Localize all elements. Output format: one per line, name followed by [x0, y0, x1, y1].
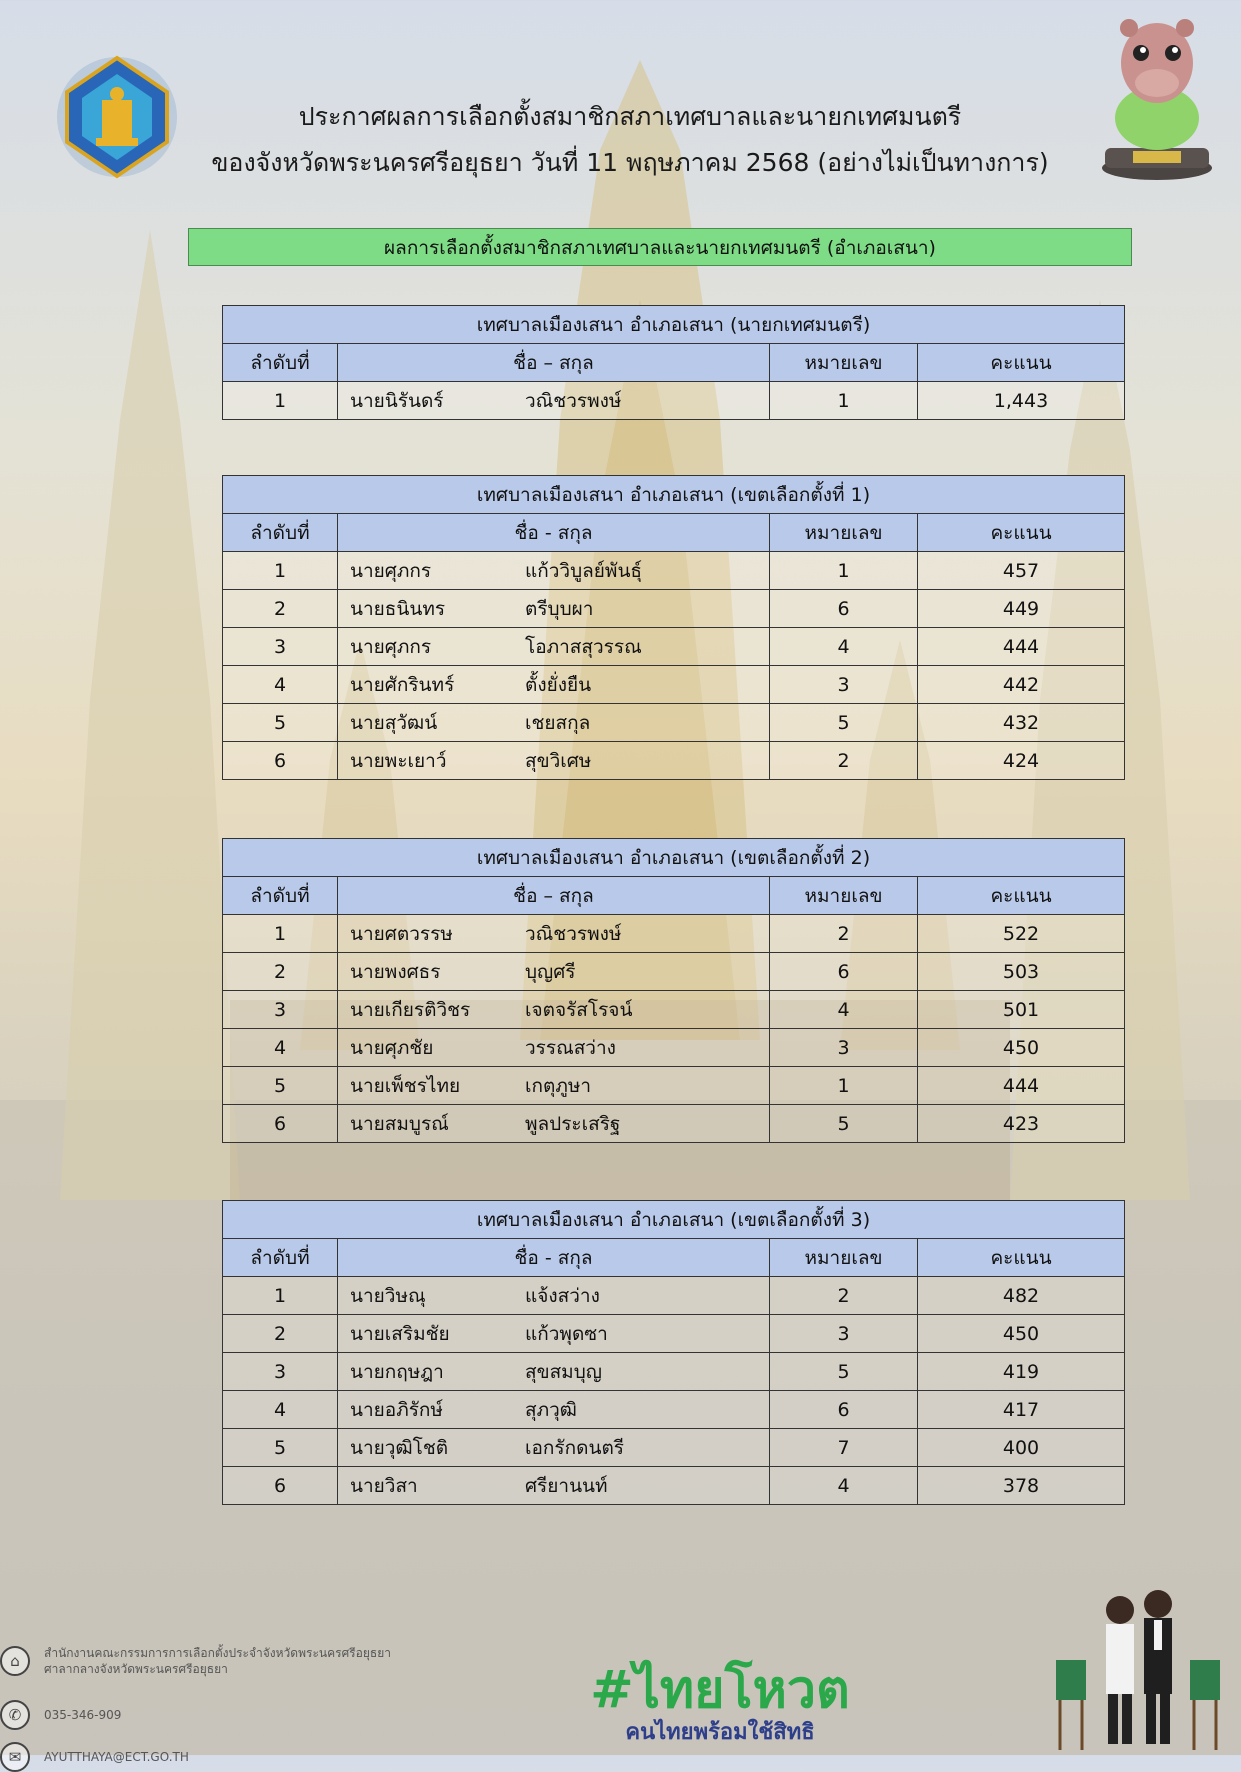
cell-number: 5: [770, 1105, 918, 1143]
email-address: AYUTTHAYA@ECT.GO.TH: [44, 1750, 189, 1764]
cell-score: 450: [918, 1029, 1125, 1067]
cell-number: 4: [770, 628, 918, 666]
results-table-district-1: [222, 475, 1125, 780]
cell-score: 501: [918, 991, 1125, 1029]
last-name: ตรีบุบผา: [525, 597, 594, 620]
first-name: นายศตวรรษ: [350, 922, 453, 945]
first-name: นายพะเยาว์: [350, 749, 447, 772]
cell-number: 2: [770, 915, 918, 953]
col-header-score: คะแนน: [918, 877, 1125, 915]
cell-rank: 4: [223, 1029, 338, 1067]
first-name: นายสมบูรณ์: [350, 1112, 449, 1135]
last-name: วณิชวรพงษ์: [525, 389, 622, 412]
cell-name: [338, 704, 770, 742]
first-name: นายธนินทร: [350, 597, 446, 620]
cell-number: 2: [770, 742, 918, 780]
cell-rank: 4: [223, 666, 338, 704]
table-row: [223, 552, 1125, 590]
table-row: [223, 953, 1125, 991]
cell-name: [338, 742, 770, 780]
cell-number: 7: [770, 1429, 918, 1467]
cell-score: 503: [918, 953, 1125, 991]
cell-score: 457: [918, 552, 1125, 590]
last-name: แก้วพุดซา: [525, 1322, 608, 1345]
cell-score: 1,443: [918, 382, 1125, 420]
cell-rank: 3: [223, 1353, 338, 1391]
election-commission-seal-icon: [52, 52, 182, 182]
results-table-district-3: [222, 1200, 1125, 1505]
page-title-line1: ประกาศผลการเลือกตั้งสมาชิกสภาเทศบาลและนายกเทศมนตรี: [298, 102, 962, 131]
cell-name: [338, 991, 770, 1029]
first-name: นายศุภชัย: [350, 1036, 434, 1059]
table-title: เทศบาลเมืองเสนา อำเภอเสนา (นายกเทศมนตรี): [223, 306, 1125, 344]
cell-score: 424: [918, 742, 1125, 780]
section-banner: ผลการเลือกตั้งสมาชิกสภาเทศบาลและนายกเทศมนตรี (อำเภอเสนา): [188, 228, 1132, 266]
cell-rank: 3: [223, 628, 338, 666]
last-name: วรรณสว่าง: [525, 1036, 616, 1059]
col-header-rank: ลำดับที่: [223, 1239, 338, 1277]
cell-number: 1: [770, 1067, 918, 1105]
first-name: นายเพ็ชรไทย: [350, 1074, 461, 1097]
cell-number: 3: [770, 1315, 918, 1353]
cell-name: [338, 1391, 770, 1429]
col-header-number: หมายเลข: [770, 1239, 918, 1277]
cell-rank: 2: [223, 1315, 338, 1353]
cell-rank: 1: [223, 552, 338, 590]
cell-name: [338, 552, 770, 590]
first-name: นายเสริมชัย: [350, 1322, 450, 1345]
cell-name: [338, 1029, 770, 1067]
hippo-mascot-icon: [1095, 8, 1220, 183]
cell-rank: 5: [223, 704, 338, 742]
cell-name: [338, 628, 770, 666]
table-row: [223, 915, 1125, 953]
last-name: โอภาสสุวรรณ: [525, 635, 642, 658]
cell-rank: 2: [223, 953, 338, 991]
slogan-sub: คนไทยพร้อมใช้สิทธิ: [625, 1720, 815, 1745]
cell-rank: 6: [223, 1105, 338, 1143]
cell-name: [338, 1067, 770, 1105]
cell-score: 419: [918, 1353, 1125, 1391]
cell-number: 6: [770, 953, 918, 991]
cell-score: 450: [918, 1315, 1125, 1353]
cell-rank: 5: [223, 1429, 338, 1467]
last-name: เกตุภูษา: [525, 1074, 592, 1097]
table-row: [223, 1067, 1125, 1105]
first-name: นายเกียรติวิชร: [350, 998, 471, 1021]
table-title: เทศบาลเมืองเสนา อำเภอเสนา (เขตเลือกตั้งที่ 3): [223, 1201, 1125, 1239]
cell-score: 442: [918, 666, 1125, 704]
phone-number: 035-346-909: [44, 1708, 122, 1722]
cell-name: [338, 1353, 770, 1391]
results-table-mayor: [222, 305, 1125, 420]
col-header-name: ชื่อ – สกุล: [338, 344, 770, 382]
first-name: นายศักรินทร์: [350, 673, 455, 696]
cell-number: 1: [770, 382, 918, 420]
phone-icon: ✆: [0, 1700, 30, 1730]
voters-illustration-icon: [1050, 1580, 1230, 1750]
cell-name: [338, 1315, 770, 1353]
col-header-rank: ลำดับที่: [223, 514, 338, 552]
first-name: นายนิรันดร์: [350, 389, 444, 412]
last-name: สุภวุฒิ: [525, 1398, 577, 1421]
last-name: ตั้งยั่งยืน: [525, 673, 592, 696]
office-name: สำนักงานคณะกรรมการการเลือกตั้งประจำจังหวัดพระนครศรีอยุธยา: [44, 1646, 391, 1660]
last-name: ศรียานนท์: [525, 1474, 608, 1497]
results-table-district-2: [222, 838, 1125, 1143]
first-name: นายอภิรักษ์: [350, 1398, 443, 1421]
last-name: เจตจรัสโรจน์: [525, 998, 633, 1021]
cell-score: 444: [918, 1067, 1125, 1105]
table-row: [223, 1429, 1125, 1467]
cell-score: 423: [918, 1105, 1125, 1143]
cell-rank: 1: [223, 915, 338, 953]
table-row: [223, 1029, 1125, 1067]
cell-score: 444: [918, 628, 1125, 666]
home-icon: ⌂: [0, 1646, 30, 1676]
first-name: นายพงศธร: [350, 960, 441, 983]
col-header-number: หมายเลข: [770, 514, 918, 552]
last-name: พูลประเสริฐ: [525, 1112, 621, 1135]
col-header-score: คะแนน: [918, 1239, 1125, 1277]
cell-name: [338, 1429, 770, 1467]
cell-number: 5: [770, 704, 918, 742]
last-name: สุขวิเศษ: [525, 749, 592, 772]
cell-number: 6: [770, 590, 918, 628]
footer-address-row: [0, 1645, 391, 1677]
cell-name: [338, 953, 770, 991]
cell-name: [338, 666, 770, 704]
col-header-rank: ลำดับที่: [223, 344, 338, 382]
cell-name: [338, 1467, 770, 1505]
cell-number: 5: [770, 1353, 918, 1391]
last-name: แจ้งสว่าง: [525, 1284, 600, 1307]
cell-number: 3: [770, 666, 918, 704]
first-name: นายศุภกร: [350, 559, 432, 582]
footer-email-row: [0, 1742, 189, 1772]
first-name: นายวิษณุ: [350, 1284, 426, 1307]
last-name: เอกรักดนตรี: [525, 1436, 624, 1459]
cell-rank: 1: [223, 1277, 338, 1315]
table-title: เทศบาลเมืองเสนา อำเภอเสนา (เขตเลือกตั้งที่ 1): [223, 476, 1125, 514]
table-row: [223, 1391, 1125, 1429]
table-row: [223, 382, 1125, 420]
first-name: นายวิสา: [350, 1474, 418, 1497]
col-header-score: คะแนน: [918, 514, 1125, 552]
table-row: [223, 991, 1125, 1029]
cell-name: [338, 382, 770, 420]
table-row: [223, 1277, 1125, 1315]
table-row: [223, 1315, 1125, 1353]
cell-rank: 3: [223, 991, 338, 1029]
col-header-rank: ลำดับที่: [223, 877, 338, 915]
col-header-number: หมายเลข: [770, 344, 918, 382]
table-row: [223, 1353, 1125, 1391]
page-title-line2: ของจังหวัดพระนครศรีอยุธยา วันที่ 11 พฤษภาคม 2568 (อย่างไม่เป็นทางการ): [211, 148, 1049, 177]
table-row: [223, 742, 1125, 780]
col-header-score: คะแนน: [918, 344, 1125, 382]
last-name: บุญศรี: [525, 960, 576, 983]
slogan-logo: [540, 1660, 900, 1749]
first-name: นายกฤษฎา: [350, 1360, 444, 1383]
col-header-name: ชื่อ - สกุล: [338, 1239, 770, 1277]
table-row: [223, 1467, 1125, 1505]
first-name: นายวุฒิโชติ: [350, 1436, 449, 1459]
office-address: ศาลากลางจังหวัดพระนครศรีอยุธยา: [44, 1662, 228, 1676]
last-name: เชยสกุล: [525, 711, 591, 734]
cell-rank: 4: [223, 1391, 338, 1429]
cell-rank: 1: [223, 382, 338, 420]
cell-number: 1: [770, 552, 918, 590]
cell-score: 417: [918, 1391, 1125, 1429]
cell-name: [338, 915, 770, 953]
first-name: นายสุวัฒน์: [350, 711, 438, 734]
table-row: [223, 704, 1125, 742]
cell-number: 4: [770, 991, 918, 1029]
slogan-main: #ไทยโหวต: [590, 1660, 850, 1720]
cell-score: 482: [918, 1277, 1125, 1315]
cell-number: 6: [770, 1391, 918, 1429]
table-row: [223, 666, 1125, 704]
cell-score: 400: [918, 1429, 1125, 1467]
table-row: [223, 590, 1125, 628]
cell-number: 2: [770, 1277, 918, 1315]
last-name: แก้ววิบูลย์พันธุ์: [525, 559, 643, 582]
cell-number: 3: [770, 1029, 918, 1067]
cell-rank: 2: [223, 590, 338, 628]
cell-rank: 5: [223, 1067, 338, 1105]
cell-name: [338, 1277, 770, 1315]
cell-number: 4: [770, 1467, 918, 1505]
first-name: นายศุภกร: [350, 635, 432, 658]
col-header-name: ชื่อ – สกุล: [338, 877, 770, 915]
cell-score: 449: [918, 590, 1125, 628]
table-title: เทศบาลเมืองเสนา อำเภอเสนา (เขตเลือกตั้งที่ 2): [223, 839, 1125, 877]
mail-icon: ✉: [0, 1742, 30, 1772]
cell-score: 378: [918, 1467, 1125, 1505]
last-name: วณิชวรพงษ์: [525, 922, 622, 945]
col-header-name: ชื่อ - สกุล: [338, 514, 770, 552]
table-row: [223, 1105, 1125, 1143]
cell-score: 432: [918, 704, 1125, 742]
table-row: [223, 628, 1125, 666]
cell-name: [338, 590, 770, 628]
last-name: สุขสมบุญ: [525, 1360, 602, 1383]
cell-score: 522: [918, 915, 1125, 953]
col-header-number: หมายเลข: [770, 877, 918, 915]
cell-rank: 6: [223, 742, 338, 780]
footer-phone-row: [0, 1700, 121, 1730]
cell-rank: 6: [223, 1467, 338, 1505]
cell-name: [338, 1105, 770, 1143]
